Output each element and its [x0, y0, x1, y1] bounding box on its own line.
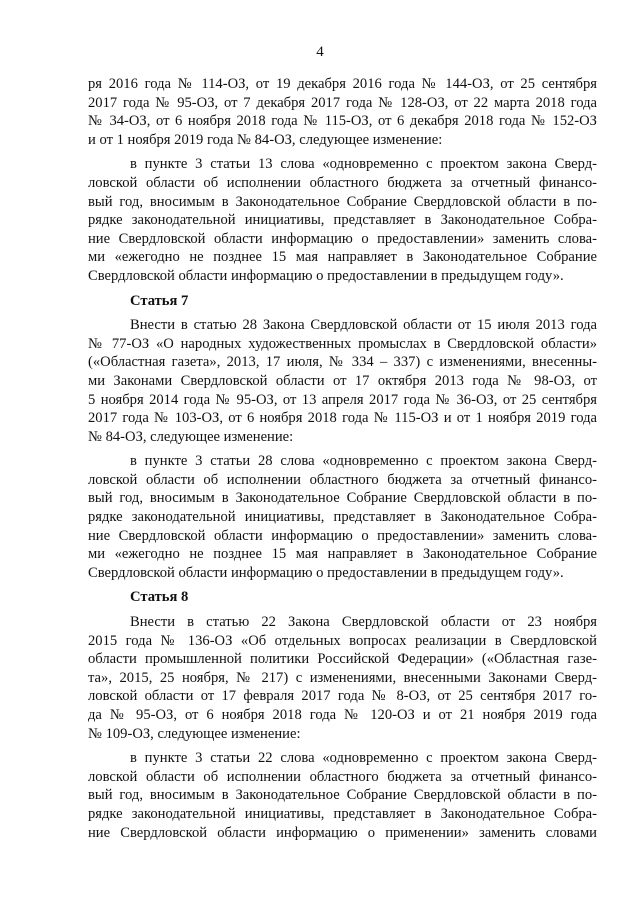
text-line: Свердловской области информацию о предоставлении в предыдущем году».	[88, 564, 564, 581]
text-line: и от 1 ноября 2019 года № 84-ОЗ, следующее изменение:	[88, 131, 443, 148]
text-line: рядке законодательной инициативы, представляет в Законодательное Собра-	[88, 509, 597, 526]
text-line: вый год, вносимым в Законодательное Собрание Свердловской области в по-	[88, 787, 597, 804]
text-line: ловской области об исполнении областного бюджета за отчетный финансо-	[88, 174, 597, 191]
text-line: да № 95-ОЗ, от 6 ноября 2018 года № 120-ОЗ и от 21 ноября 2019 года	[88, 707, 597, 723]
text-line: области промышленной политики Российской Федерации» («Областная газе-	[88, 651, 597, 668]
text-line: ми «ежегодно не позднее 15 мая направляет в Законодательное Собрание	[88, 546, 597, 563]
text-line: рядке законодательной инициативы, представляет в Законодательное Собра-	[88, 805, 597, 822]
text-line: № 84-ОЗ, следующее изменение:	[88, 428, 294, 445]
paragraph	[88, 749, 597, 842]
text-line: № 77-ОЗ «О народных художественных промыслах в Свердловской области»	[88, 335, 597, 352]
page-number: 4	[316, 44, 324, 60]
text-line: ми Законами Свердловской области от 17 октября 2013 года № 98-ОЗ, от	[88, 372, 597, 389]
text-line: № 109-ОЗ, следующее изменение:	[88, 725, 301, 742]
text-line: в пункте 3 статьи 13 слова «одновременно с проектом закона Сверд-	[130, 156, 597, 173]
text-line: та», 2015, 25 ноября, № 217) с изменениями, внесенными Законами Сверд-	[88, 669, 597, 686]
article-heading: Статья 7	[130, 292, 189, 309]
document-body	[88, 75, 597, 848]
text-line: ловской области об исполнении областного бюджета за отчетный финансо-	[88, 768, 597, 785]
text-line: ловской области об исполнении областного бюджета за отчетный финансо-	[88, 471, 597, 488]
text-line: ря 2016 года № 114-ОЗ, от 19 декабря 2016 года № 144-ОЗ, от 25 сентября	[88, 76, 597, 92]
paragraph	[88, 155, 597, 285]
text-line: в пункте 3 статьи 22 слова «одновременно с проектом закона Сверд-	[130, 750, 597, 767]
paragraph	[88, 613, 597, 743]
text-line: («Областная газета», 2013, 17 июля, № 334 – 337) с изменениями, внесенны-	[88, 354, 597, 371]
paragraph	[88, 316, 597, 446]
text-line: Внести в статью 22 Закона Свердловской области от 23 ноября	[130, 614, 597, 631]
text-line: вый год, вносимым в Законодательное Собрание Свердловской области в по-	[88, 490, 597, 507]
text-line: Свердловской области информацию о предоставлении в предыдущем году».	[88, 267, 564, 284]
paragraph	[88, 75, 597, 149]
article-heading: Статья 8	[130, 589, 189, 606]
text-line: № 34-ОЗ, от 6 ноября 2018 года № 115-ОЗ, от 6 декабря 2018 года № 152-ОЗ	[88, 113, 597, 130]
text-line: Внести в статью 28 Закона Свердловской области от 15 июля 2013 года	[130, 317, 597, 334]
text-line: ми «ежегодно не позднее 15 мая направляет в Законодательное Собрание	[88, 249, 597, 266]
text-line: 5 ноября 2014 года № 95-ОЗ, от 13 апреля 2017 года № 36-ОЗ, от 25 сентября	[88, 391, 597, 408]
text-line: 2017 года № 103-ОЗ, от 6 ноября 2018 года № 115-ОЗ и от 1 ноября 2019 года	[88, 410, 597, 427]
text-line: вый год, вносимым в Законодательное Собрание Свердловской области в по-	[88, 193, 597, 210]
text-line: 2015 года № 136-ОЗ «Об отдельных вопросах реализации в Свердловской	[88, 632, 597, 649]
text-line: ловской области от 17 февраля 2017 года № 8-ОЗ, от 25 сентября 2017 го-	[88, 688, 597, 705]
text-line: в пункте 3 статьи 28 слова «одновременно с проектом закона Сверд-	[130, 453, 597, 470]
text-line: рядке законодательной инициативы, представляет в Законодательное Собра-	[88, 212, 597, 229]
paragraph	[88, 452, 597, 582]
text-line: ние Свердловской области информацию о предоставлении» заменить слова-	[88, 527, 597, 544]
text-line: ние Свердловской области информацию о применении» заменить словами	[88, 824, 597, 841]
text-line: 2017 года № 95-ОЗ, от 7 декабря 2017 года № 128-ОЗ, от 22 марта 2018 года	[88, 94, 597, 111]
text-line: ние Свердловской области информацию о предоставлении» заменить слова-	[88, 230, 597, 247]
